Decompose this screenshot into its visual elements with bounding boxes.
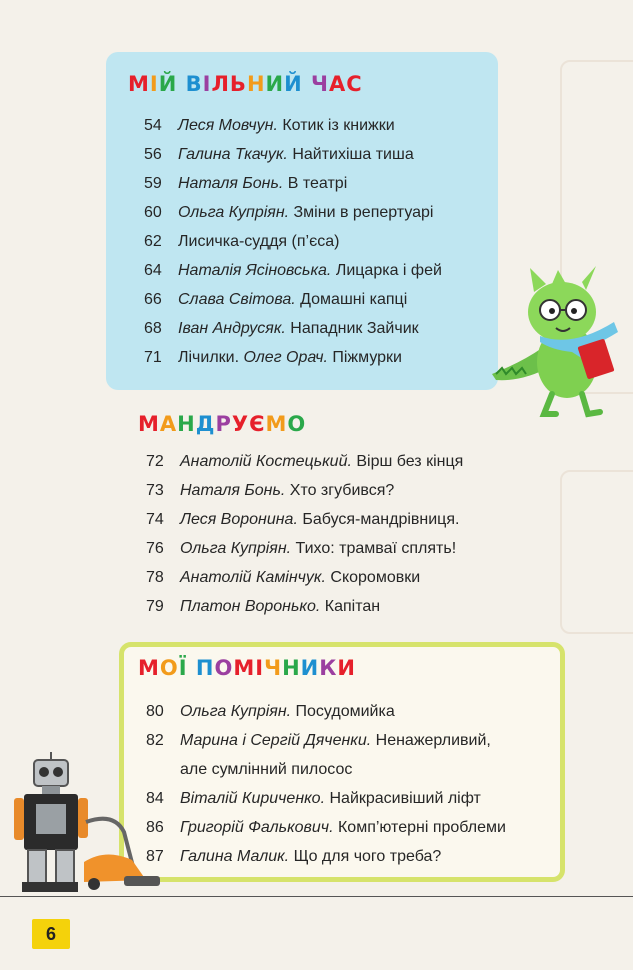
footer-rule bbox=[0, 896, 633, 897]
author: Леся Воронина. bbox=[180, 511, 298, 528]
heading-letter: Ч bbox=[264, 656, 283, 680]
heading-letter: А bbox=[159, 412, 178, 436]
heading-letter: М bbox=[138, 656, 160, 680]
heading-letter: Й bbox=[158, 72, 178, 96]
heading-letter: И bbox=[337, 656, 356, 680]
author: Віталій Кириченко. bbox=[180, 790, 326, 807]
story-prefix: Лічилки. bbox=[178, 349, 240, 366]
author: Платон Воронько. bbox=[180, 598, 321, 615]
author: Наталія Ясіновська. bbox=[178, 262, 332, 279]
section-heading bbox=[128, 72, 363, 96]
heading-letter bbox=[303, 72, 311, 96]
heading-letter: А bbox=[328, 72, 347, 96]
heading-letter: Д bbox=[195, 412, 216, 436]
author: Марина і Сергій Дяченки. bbox=[180, 732, 372, 749]
author: Ольга Купріян. bbox=[178, 204, 290, 221]
section-heading bbox=[138, 656, 356, 680]
author: Ольга Купріян. bbox=[180, 540, 292, 557]
author: Олег Орач. bbox=[243, 349, 328, 366]
heading-letter: М bbox=[233, 656, 256, 680]
author: Ольга Купріян. bbox=[180, 703, 292, 720]
page-number: 6 bbox=[32, 919, 70, 949]
story-title: Тихо: трамваї сплять! bbox=[295, 540, 457, 557]
heading-letter: Н bbox=[177, 412, 196, 436]
heading-letter: В bbox=[185, 72, 203, 96]
heading-letter: М bbox=[128, 72, 150, 96]
section-heading bbox=[138, 412, 306, 436]
story-title: Бабуся-мандрівниця. bbox=[302, 511, 460, 528]
story-title: Комп’ютерні проблеми bbox=[337, 819, 506, 836]
story-title: Найкрасивіший ліфт bbox=[329, 790, 481, 807]
story-title: Хто згубився? bbox=[289, 482, 395, 499]
heading-letter: Ь bbox=[229, 72, 247, 96]
story-title: Лицарка і фей bbox=[335, 262, 442, 279]
heading-letter: І bbox=[149, 72, 159, 96]
heading-letter: Ї bbox=[178, 656, 188, 680]
author: Галина Ткачук. bbox=[178, 146, 288, 163]
heading-letter: І bbox=[202, 72, 212, 96]
heading-letter: Р bbox=[215, 412, 232, 436]
heading-letter: О bbox=[159, 656, 179, 680]
heading-letter: Й bbox=[284, 72, 303, 96]
author: Іван Андрусяк. bbox=[178, 320, 286, 337]
heading-letter: О bbox=[287, 412, 307, 436]
heading-letter: У bbox=[231, 412, 250, 436]
robot-vacuum-illustration bbox=[14, 752, 164, 896]
heading-letter bbox=[177, 72, 185, 96]
author: Наталя Бонь. bbox=[178, 175, 284, 192]
green-cat-illustration bbox=[482, 262, 622, 424]
author: Галина Малик. bbox=[180, 848, 290, 865]
story-title: Нападник Зайчик bbox=[290, 320, 419, 337]
story-title: Капітан bbox=[324, 598, 381, 615]
heading-letter: М bbox=[138, 412, 160, 436]
bleed-through-frame bbox=[560, 470, 633, 634]
story-title: Вірш без кінця bbox=[356, 453, 464, 470]
story-title-continuation: але сумлінний пилосос bbox=[180, 761, 353, 778]
heading-letter: И bbox=[300, 656, 320, 680]
heading-letter: Ч bbox=[310, 72, 329, 96]
author: Леся Мовчун. bbox=[178, 117, 278, 134]
heading-letter: І bbox=[255, 656, 265, 680]
story-title: Зміни в репертуарі bbox=[293, 204, 434, 221]
heading-letter: Н bbox=[246, 72, 266, 96]
heading-letter: М bbox=[265, 412, 288, 436]
heading-letter: О bbox=[214, 656, 234, 680]
heading-letter: Є bbox=[249, 412, 266, 436]
story-title: Що для чого треба? bbox=[293, 848, 442, 865]
story-title: Піжмурки bbox=[332, 349, 402, 366]
heading-letter: Л bbox=[211, 72, 230, 96]
author: Наталя Бонь. bbox=[180, 482, 286, 499]
heading-letter: К bbox=[319, 656, 338, 680]
story-title: Лисичка-суддя (п’єса) bbox=[178, 233, 340, 250]
story-title: Котик із книжки bbox=[282, 117, 395, 134]
heading-letter bbox=[188, 656, 196, 680]
story-title: Найтихіша тиша bbox=[292, 146, 414, 163]
author: Григорій Фалькович. bbox=[180, 819, 334, 836]
author: Слава Світова. bbox=[178, 291, 296, 308]
story-title: Скоромовки bbox=[330, 569, 421, 586]
heading-letter: П bbox=[195, 656, 215, 680]
heading-letter: Н bbox=[282, 656, 301, 680]
heading-letter: И bbox=[265, 72, 285, 96]
author: Анатолій Костецький. bbox=[180, 453, 352, 470]
author: Анатолій Камінчук. bbox=[180, 569, 326, 586]
story-title: Домашні капці bbox=[300, 291, 408, 308]
heading-letter: С bbox=[346, 72, 363, 96]
story-title: Ненажерливий, bbox=[375, 732, 491, 749]
story-title: В театрі bbox=[287, 175, 348, 192]
story-title: Посудомийка bbox=[295, 703, 395, 720]
